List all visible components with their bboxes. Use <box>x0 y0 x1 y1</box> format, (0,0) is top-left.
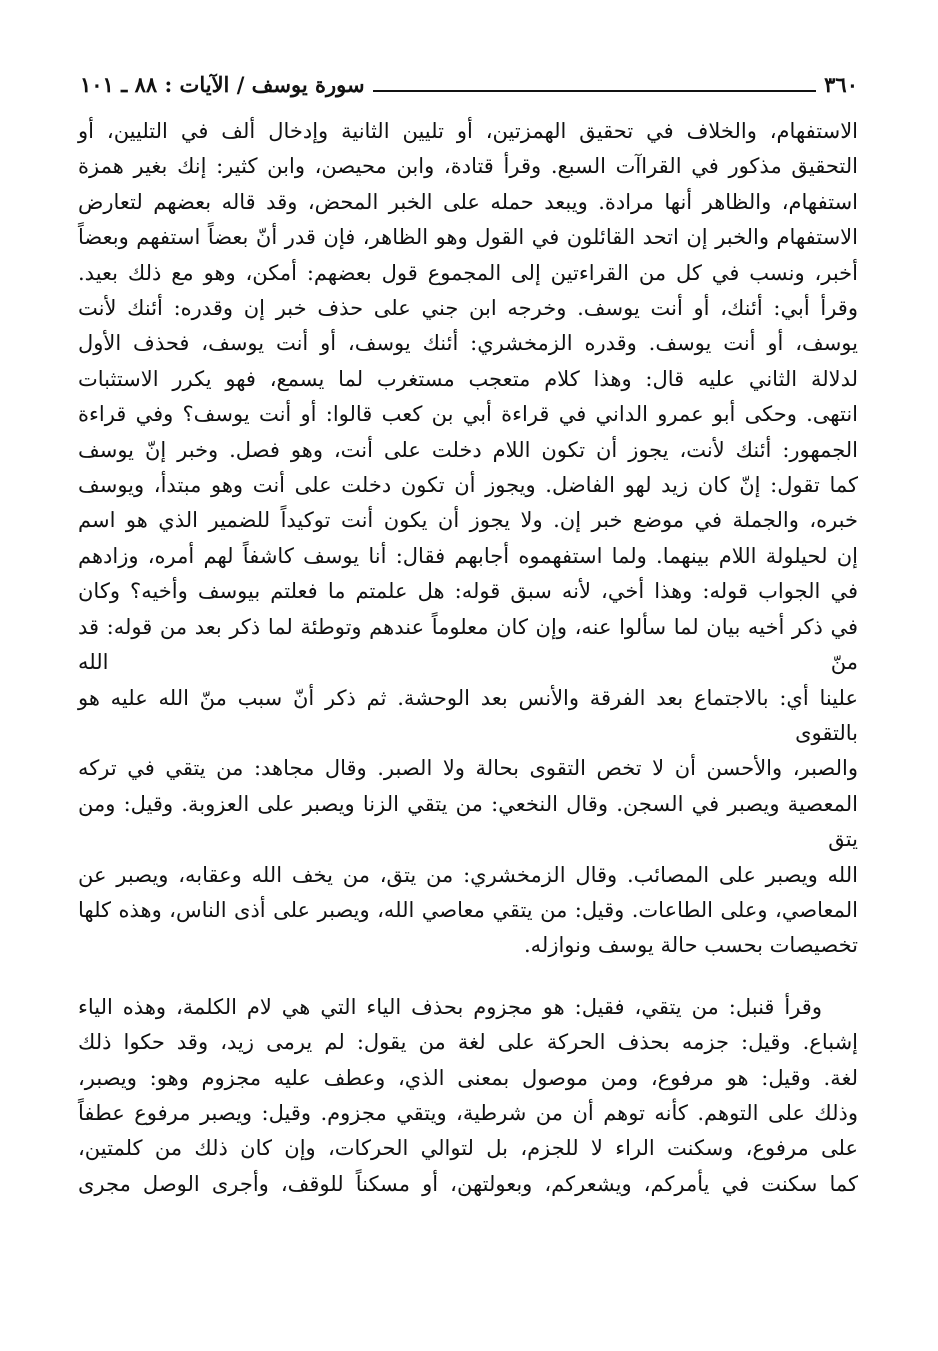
paragraph-2 <box>78 990 858 1202</box>
text-line: الاستفهام، والخلاف في تحقيق الهمزتين، أو تليين الثانية وإدخال ألف في التليين، أو <box>78 119 858 143</box>
text-line: الاستفهام والخبر إن اتحد القائلون في القول وهو الظاهر، فإن قدر أنّ بعضاً استفهم وبعضاً <box>78 225 858 250</box>
text-line: كما تقول: إنّ كان زيد لهو الفاضل. ويجوز أن تكون دخلت على أنت وهو مبتدأ، ويوسف <box>78 473 858 498</box>
page-number: ٣٦٠ <box>824 71 858 97</box>
header-rule <box>373 90 817 92</box>
page-body <box>78 114 858 1202</box>
text-line: انتهى. وحكى أبو عمرو الداني في قراءة أبي بن كعب قالوا: أو أنت يوسف؟ وفي قراءة <box>78 402 858 427</box>
text-line: علينا أي: بالاجتماع بعد الفرقة والأنس بعد الوحشة. ثم ذكر أنّ سبب منّ الله عليه هو بالتقوى <box>78 685 859 745</box>
text-line: المعاصي، وعلى الطاعات. وقيل: من يتقي معاصي الله، ويصبر على أذى الناس، وهذه كلها <box>78 897 858 922</box>
text-line: وذلك على التوهم. كأنه توهم أن من شرطية، ويتقي مجزوم. وقيل: ويصبر مرفوع عطفاً <box>78 1100 858 1125</box>
text-line: خبره، والجملة في موضع خبر إن. ولا يجوز أن يكون أنت توكيداً للضمير الذي هو اسم <box>78 508 858 533</box>
text-line: لدلالة الثاني عليه قال: وهذا كلام متعجب مستغرب لما يسمع، فهو يكرر الاستثبات <box>78 366 858 391</box>
text-line: كما سكنت في يأمركم، ويشعركم، وبعولتهن، أو مسكناً للوقف، وأجرى الوصل مجرى <box>78 1171 858 1196</box>
text-line: لغة. وقيل: هو مرفوع، ومن موصول بمعنى الذي، وعطف عليه مجزوم وهو: ويصبر، <box>78 1065 858 1090</box>
text-line: يوسف، أو أنت يوسف. وقدره الزمخشري: أئنك يوسف، أو أنت يوسف، فحذف الأول <box>78 331 858 356</box>
text-line: وقرأ قنبل: من يتقي، فقيل: هو مجزوم بحذف الياء التي هي لام الكلمة، وهذه الياء <box>78 994 822 1019</box>
text-line: الجمهور: أئنك لأنت، يجوز أن تكون اللام دخلت على أنت، وهو فصل. وخبر إنّ يوسف <box>78 437 858 462</box>
text-line: إشباع. وقيل: جزمه بحذف الحركة على لغة من يقول: لم يرمى زيد، وقد حكوا ذلك <box>78 1030 858 1055</box>
text-line: إن لحيلولة اللام بينهما. ولما استفهموه أجابهم فقال: أنا يوسف كاشفاً لهم أمره، وزادهم <box>78 543 858 568</box>
header-title: سورة يوسف / الآيات : ٨٨ ـ ١٠١ <box>80 71 365 97</box>
paragraph-1 <box>78 114 858 964</box>
text-line: في الجواب قوله: وهذا أخي، لأنه سبق قوله: هل علمتم ما فعلتم بيوسف وأخيه؟ وكان <box>78 579 858 604</box>
text-line: المعصية ويصبر في السجن. وقال النخعي: من يتقي الزنا ويصبر على العزوبة. وقيل: ومن يتق <box>78 791 858 852</box>
text-line: استفهام، والظاهر أنها مرادة. ويبعد حمله على الخبر المحض، وقد قاله بعضهم لتعارض <box>78 189 858 214</box>
text-line: وقرأ أبي: أئنك، أو أنت يوسف. وخرجه ابن جني على حذف خبر إن وقدره: أئنك لأنت <box>78 296 858 321</box>
paragraph-gap <box>78 964 858 990</box>
text-line: تخصيصات بحسب حالة يوسف ونوازله. <box>524 933 858 958</box>
text-line: الله ويصبر على المصائب. وقال الزمخشري: من يتق، من يخف الله وعقابه، ويصبر عن <box>78 862 858 887</box>
page-header <box>80 68 858 100</box>
text-line: على مرفوع، وسكنت الراء لا للجزم، بل لتوالي الحركات، وإن كان ذلك من كلمتين، <box>78 1136 858 1161</box>
text-line: والصبر، والأحسن أن لا تخص التقوى بحالة ولا الصبر. وقال مجاهد: من يتقي في تركه <box>78 756 858 781</box>
text-line: أخبر، ونسب في كل من القراءتين إلى المجموع قول بعضهم: أمكن، وهو مع ذلك بعيد. <box>78 260 858 285</box>
text-line: التحقيق مذكور في القراآت السبع. وقرأ قتادة، وابن محيصن، وابن كثير: إنك بغير همزة <box>78 154 858 179</box>
text-line: في ذكر أخيه بيان لما سألوا عنه، وإن كان معلوماً عندهم وتوطئة لما ذكر بعد من قوله: قد منّ الله <box>78 614 858 675</box>
